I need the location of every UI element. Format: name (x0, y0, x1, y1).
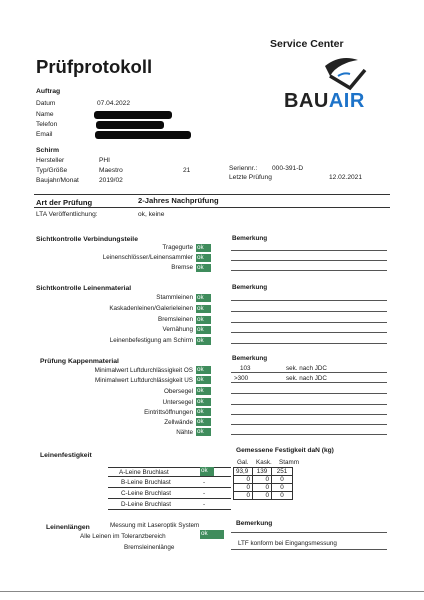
remark-line (231, 300, 387, 301)
ok-status-badge: ok (196, 264, 211, 272)
verbindung-title: Sichtkontrolle Verbindungsteile (36, 236, 138, 243)
paraglider-icon (280, 52, 390, 92)
remark-line (231, 311, 387, 312)
festigkeit-row-status: - (203, 501, 206, 508)
kappe-bemerkung: Bemerkung (232, 355, 268, 362)
festigkeit-row-label: C-Leine Bruchlast (121, 490, 172, 497)
ok-status-badge: ok (196, 294, 211, 302)
remark-line (231, 250, 387, 251)
remark-line (231, 549, 387, 550)
ok-status-badge: ok (196, 326, 211, 334)
kappe-item: Minimalwert Luftdurchlässigkeit OS (94, 367, 193, 374)
datum-value: 07.04.2022 (97, 100, 131, 107)
bauair-logo (280, 52, 390, 114)
remark-line (231, 343, 387, 344)
hersteller-value: PHI (99, 157, 110, 164)
table-cell: 0 (253, 492, 272, 500)
remark-line (231, 414, 387, 415)
datum-label: Datum (36, 100, 56, 107)
remark-line (231, 393, 387, 394)
table-row (234, 476, 293, 484)
table-cell: 0 (272, 476, 293, 484)
page-bottom-rule (0, 591, 424, 592)
remark-line (231, 270, 387, 271)
ok-status-badge: ok (196, 305, 211, 313)
art-label: Art der Prüfung (36, 198, 93, 207)
letzte-pruefung-label: Letzte Prüfung (229, 174, 272, 181)
art-value: 2-Jahres Nachprüfung (138, 196, 219, 205)
leinenlaengen-bemerkung: Bemerkung (236, 520, 273, 527)
table-row (234, 468, 293, 476)
festigkeit-measured-title: Gemessene Festigkeit daN (kg) (236, 447, 334, 454)
auftrag-section-title: Auftrag (36, 88, 61, 95)
festigkeit-row-label: D-Leine Bruchlast (121, 501, 172, 508)
ok-status-badge: ok (196, 376, 211, 384)
kappe-item: Untersegel (162, 399, 193, 406)
redacted-telefon (96, 121, 164, 129)
typ-label: Typ/Größe (36, 167, 68, 174)
seriennr-label: Seriennr.: (229, 165, 258, 172)
row-divider (108, 498, 231, 499)
festigkeit-row-status: - (203, 490, 206, 497)
remark-us-note: sek. nach JDC (286, 375, 327, 382)
table-cell: 0 (234, 476, 253, 484)
kappe-title: Prüfung Kappenmaterial (40, 358, 119, 365)
row-divider (108, 476, 231, 477)
table-cell: 93,9 (234, 468, 253, 476)
remark-line (231, 322, 387, 323)
ok-status-badge: ok (196, 387, 211, 395)
logo-text-bau: BAU (284, 90, 329, 112)
ok-status-badge: ok (200, 530, 224, 539)
lta-value: ok, keine (138, 211, 165, 218)
col-header-gal: Gal. (237, 459, 249, 466)
seriennr-value: 000-391-D (272, 165, 304, 172)
remark-line (231, 404, 387, 405)
leinenmaterial-item: Kaskadenleinen/Galerieleinen (109, 305, 193, 312)
leinenmaterial-item: Stammleinen (156, 294, 193, 301)
remark-line (231, 332, 387, 333)
bremsleinenlaenge-label: Bremsleinenlänge (124, 544, 175, 551)
leinenlaengen-remark: LTF konform bei Eingangsmessung (238, 540, 337, 547)
ok-status-badge: ok (196, 316, 211, 324)
ok-status-badge: ok (200, 467, 214, 476)
verbindung-item: Leinenschlösser/Leinensammler (102, 254, 193, 261)
remark-line (231, 434, 387, 435)
table-cell: 0 (272, 484, 293, 492)
ok-status-badge: ok (196, 337, 211, 345)
leinenmaterial-item: Leinenbefestigung am Schirm (109, 337, 193, 344)
leinenmaterial-title: Sichtkontrolle Leinenmaterial (36, 285, 132, 292)
remark-line (231, 382, 387, 383)
table-cell: 139 (253, 468, 272, 476)
hersteller-label: Hersteller (36, 157, 65, 164)
ok-status-badge: ok (196, 408, 211, 416)
kappe-item: Minimalwert Luftdurchlässigkeit US (95, 377, 193, 384)
ok-status-badge: ok (196, 418, 211, 426)
remark-os-value: 103 (240, 365, 251, 372)
leinenmaterial-item: Bremsleinen (158, 316, 193, 323)
festigkeit-row-status: - (203, 479, 206, 486)
verbindung-item: Bremse (171, 264, 193, 271)
table-row (234, 484, 293, 492)
remark-line (231, 260, 387, 261)
kappe-item: Nähte (176, 429, 193, 436)
table-cell: 0 (234, 484, 253, 492)
ok-status-badge: ok (196, 428, 211, 436)
festigkeit-values-table (233, 467, 293, 500)
col-header-kask: Kask. (256, 459, 272, 466)
table-cell: 0 (272, 492, 293, 500)
redacted-email (95, 131, 191, 139)
verbindung-item: Tragegurte (162, 244, 193, 251)
letzte-pruefung-value: 12.02.2021 (329, 174, 363, 181)
name-label: Name (36, 111, 54, 118)
logo-text-air: AIR (328, 90, 365, 112)
ok-status-badge: ok (196, 366, 211, 374)
kappe-item: Zellwände (164, 419, 193, 426)
table-row (234, 492, 293, 500)
leinenlaengen-title: Leinenlängen (46, 524, 90, 531)
ok-status-badge: ok (196, 398, 211, 406)
festigkeit-row-label: A-Leine Bruchlast (119, 469, 169, 476)
telefon-label: Telefon (36, 121, 58, 128)
remark-line (231, 424, 387, 425)
toleranz-label: Alle Leinen im Toleranzbereich (80, 533, 166, 540)
remark-line (231, 532, 387, 533)
table-cell: 0 (253, 476, 272, 484)
leinenmaterial-item: Vernähung (162, 326, 193, 333)
remark-line (231, 372, 387, 373)
leinenmaterial-bemerkung: Bemerkung (232, 284, 268, 291)
redacted-name (94, 111, 172, 119)
ok-status-badge: ok (196, 254, 211, 262)
kappe-item: Obersegel (163, 388, 193, 395)
table-cell: 251 (272, 468, 293, 476)
row-divider (108, 487, 231, 488)
divider-bottom (34, 207, 390, 208)
ok-status-badge: ok (196, 244, 211, 252)
remark-us-value: >300 (234, 375, 249, 382)
size-value: 21 (183, 167, 191, 174)
remark-os-note: sek. nach JDC (286, 365, 327, 372)
row-divider (108, 509, 231, 510)
kappe-item: Eintrittsöffnungen (144, 409, 193, 416)
table-cell: 0 (253, 484, 272, 492)
verbindung-bemerkung: Bemerkung (232, 235, 268, 242)
email-label: Email (36, 131, 53, 138)
table-cell: 0 (234, 492, 253, 500)
typ-value: Maestro (99, 167, 123, 174)
festigkeit-title: Leinenfestigkeit (40, 452, 92, 459)
schirm-section-title: Schirm (36, 147, 60, 154)
service-center-label: Service Center (270, 38, 344, 50)
baujahr-value: 2019/02 (99, 177, 123, 184)
lta-label: LTA Veröffentlichung: (36, 211, 98, 218)
divider-top (34, 194, 390, 195)
col-header-stamm: Stamm (279, 459, 299, 466)
festigkeit-row-label: B-Leine Bruchlast (121, 479, 171, 486)
baujahr-label: Baujahr/Monat (36, 177, 79, 184)
leinenlaengen-method: Messung mit Laseroptik System (110, 522, 200, 529)
page-title: Prüfprotokoll (36, 56, 153, 77)
